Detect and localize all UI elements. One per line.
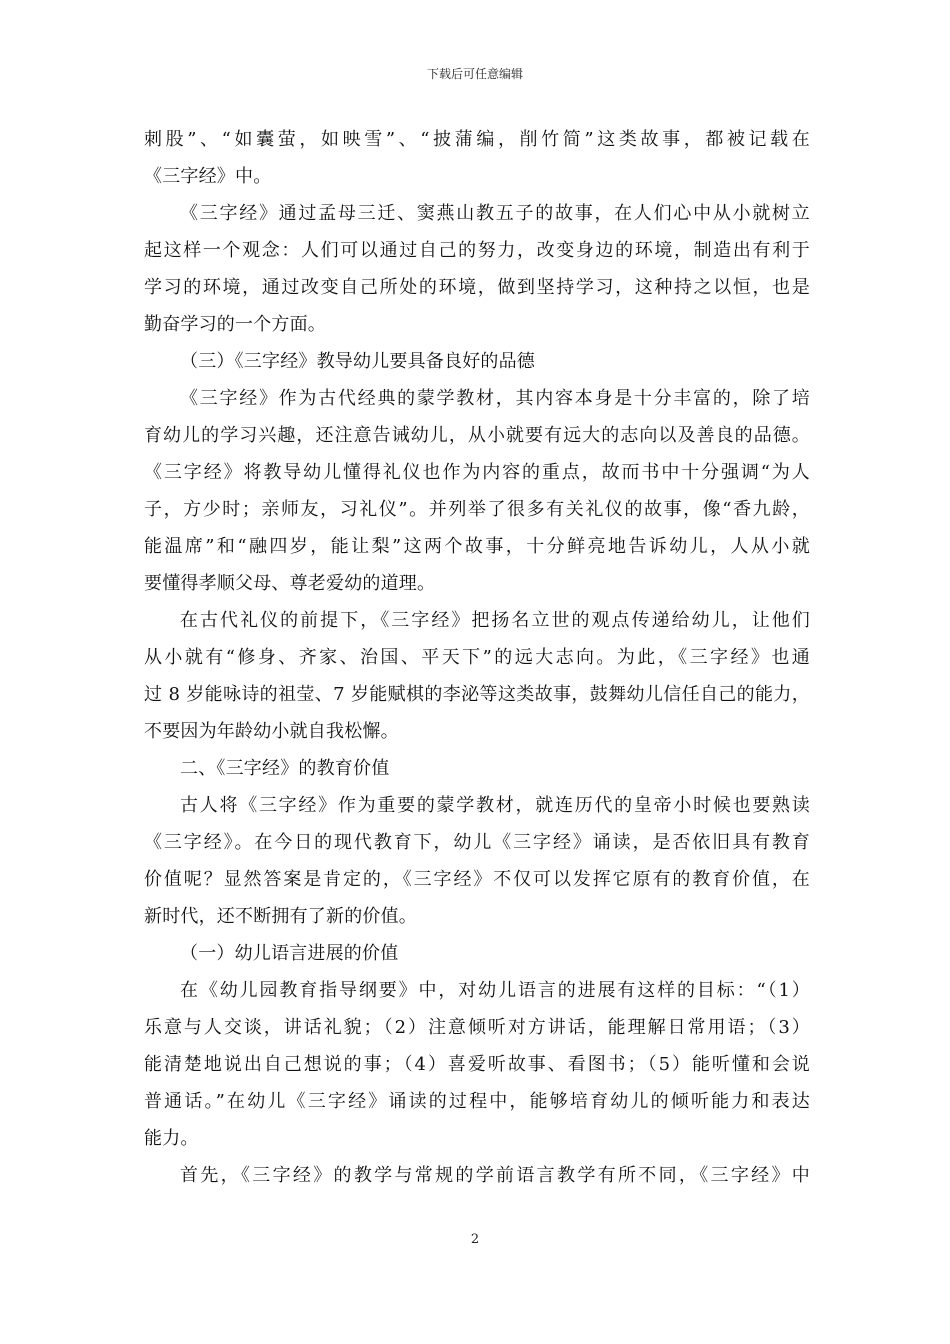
text-line: 子，方少时；亲师友，习礼仪”。并列举了很多有关礼仪的故事，像“香九龄， [144,499,810,520]
text-line: 要懂得孝顺父母、尊老爱幼的道理。 [144,573,436,594]
text-line: 起这样一个观念：人们可以通过自己的努力，改变身边的环境，制造出有利于 [144,240,810,261]
text-line: 学习的环境，通过改变自己所处的环境，做到坚持学习，这种持之以恒，也是 [144,277,810,298]
text-line: 新时代，还不断拥有了新的价值。 [144,906,417,927]
text-line: 乐意与人交谈，讲话礼貌；（2）注意倾听对方讲话，能理解日常用语；（3） [144,1017,810,1038]
text-line: 能温席”和“融四岁，能让梨”这两个故事，十分鲜亮地告诉幼儿，人从小就 [144,536,810,557]
text-line: 能力。 [144,1128,199,1149]
text-line: 《三字经》。在今日的现代教育下，幼儿《三字经》诵读，是否依旧具有教育 [144,832,810,853]
text-line: 《三字经》将教导幼儿懂得礼仪也作为内容的重点，故而书中十分强调“为人 [144,462,810,483]
section-heading: （一）幼儿语言进展的价值 [180,943,399,964]
text-line: 《三字经》通过孟母三迁、窦燕山教五子的故事，在人们心中从小就树立 [180,203,810,224]
document-body [144,121,810,1194]
text-line: 从小就有“修身、齐家、治国、平天下”的远大志向。为此，《三字经》也通 [144,647,810,668]
section-heading: （三）《三字经》教导幼儿要具备良好的品德 [180,351,535,372]
text-line: 勤奋学习的一个方面。 [144,314,326,335]
text-line: 在《幼儿园教育指导纲要》中，对幼儿语言的进展有这样的目标：“（1） [180,980,810,1001]
page-header: 下载后可任意编辑 [426,67,523,81]
text-line: 能清楚地说出自己想说的事；（4）喜爱听故事、看图书；（5）能听懂和会说 [144,1054,810,1075]
text-line: 在古代礼仪的前提下，《三字经》把扬名立世的观点传递给幼儿，让他们 [180,610,810,631]
text-line: 刺股”、“如囊萤，如映雪”、“披蒲编，削竹简”这类故事，都被记载在 [144,129,810,150]
text-line: 古人将《三字经》作为重要的蒙学教材，就连历代的皇帝小时候也要熟读 [180,795,810,816]
section-heading: 二、《三字经》的教育价值 [180,758,390,779]
text-line: 价值呢？显然答案是肯定的，《三字经》不仅可以发挥它原有的教育价值，在 [144,869,810,890]
text-line: 《三字经》中。 [144,166,272,187]
text-line: 首先，《三字经》的教学与常规的学前语言教学有所不同，《三字经》中 [180,1165,810,1186]
text-line: 不要因为年龄幼小就自我松懈。 [144,721,399,742]
text-line: 育幼儿的学习兴趣，还注意告诫幼儿，从小就要有远大的志向以及善良的品德。 [144,425,810,446]
text-line: 过 8 岁能咏诗的祖莹、7 岁能赋棋的李泌等这类故事，鼓舞幼儿信任自己的能力， [144,684,810,705]
text-line: 普通话。”在幼儿《三字经》诵读的过程中，能够培育幼儿的倾听能力和表达 [144,1091,810,1112]
text-line: 《三字经》作为古代经典的蒙学教材，其内容本身是十分丰富的，除了培 [180,388,810,409]
page-number: 2 [470,1232,480,1247]
